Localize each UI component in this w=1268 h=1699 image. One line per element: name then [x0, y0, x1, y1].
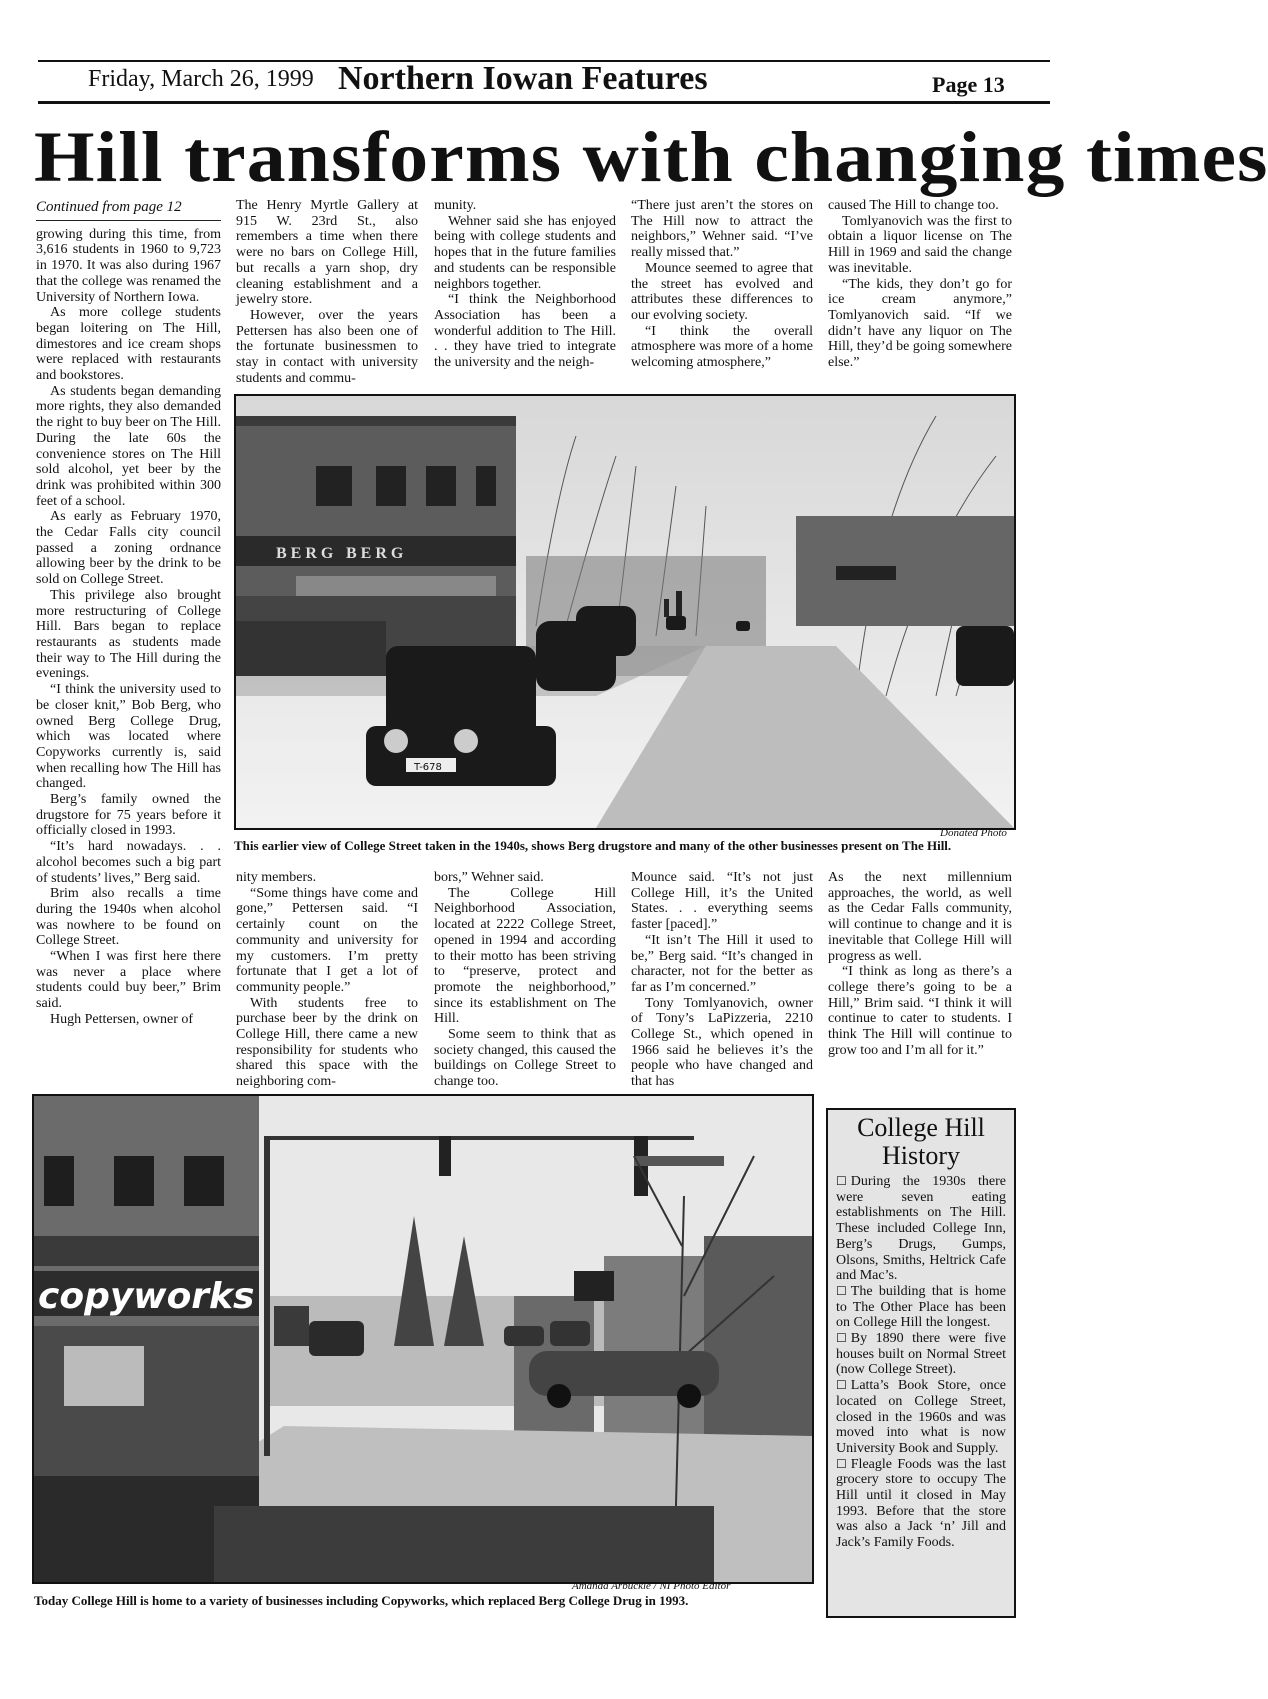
sidebar-item [836, 1378, 1006, 1457]
paragraph: As students began demanding more rights, they also demanded the right to buy beer on The Hill. During the late 60s the convenience stores on The Hill sold alcohol, yet beer by the drink was prohibited within 300 feet of a school. [36, 383, 221, 509]
paragraph: Hugh Pettersen, owner of [50, 1011, 194, 1027]
masthead-bottom-rule [38, 101, 1050, 104]
paragraph: This privilege also brought more restructuring of College Hill. Bars began to replace restaurants as students made their way to The Hill during the evenings. [36, 587, 221, 682]
paragraph: Berg’s family owned the drugstore for 75 years before it officially closed in 1993. [36, 792, 221, 839]
paragraph: As early as February 1970, the Cedar Falls city council passed a zoning ordnance allowing beer by the drink to be sold on College Street. [36, 509, 221, 588]
paragraph: “I think the Neighborhood Association has been a wonderful addition to The Hill. . . they have tried to integrate the university and the neigh- [434, 292, 616, 371]
modern-college-hill-photo [32, 1094, 814, 1584]
photo2-caption: Today College Hill is home to a variety of businesses including Copyworks, which replaced Berg College Drug in 1993. [34, 1593, 689, 1608]
paragraph: As more college students began loitering on The Hill, dimestores and ice cream shops were replaced with restaurants and bookstores. [36, 305, 221, 384]
paragraph: Tony Tomlyanovich, owner of Tony’s LaPizzeria, 2210 College St., which opened in 1966 said he believes it’s the people who have changed and that has [631, 995, 813, 1090]
paragraph: caused The Hill to change too. [828, 198, 999, 213]
license-plate: T-678 [414, 762, 442, 773]
checkbox-bullet-icon: ☐ [836, 1174, 847, 1188]
paragraph: Some seem to think that as society changed, this caused the buildings on College Street to change too. [434, 1027, 616, 1090]
checkbox-bullet-icon: ☐ [836, 1331, 847, 1346]
paragraph: growing during this time, from 3,616 students in 1960 to 9,723 in 1970. It was also during 1967 that the college was renamed the University of Northern Iowa. [36, 226, 221, 305]
article-column-1 [36, 200, 221, 1085]
paragraph: “When I was first here there was never a place where students could buy beer,” Brim said. [36, 949, 221, 1012]
photo1-caption: This earlier view of College Street taken in the 1940s, shows Berg drugstore and many of the other businesses present on The Hill. [234, 838, 952, 853]
paragraph: “The kids, they don’t go for ice cream anymore,” Tomlyanovich said. “If we didn’t have any liquor on The Hill, they’d be going somewhere else.” [828, 276, 1012, 371]
sidebar-item-text: The building that is home to The Other Place has been on College Hill the longest. [836, 1283, 1006, 1331]
sidebar-item [836, 1457, 1006, 1551]
paragraph: With students free to purchase beer by the drink on College Hill, there came a new responsibility for students who shared this space with the neighboring com- [236, 995, 418, 1090]
article-headline: Hill transforms with changing times [34, 117, 1268, 197]
article-column-4-top [631, 198, 813, 383]
college-hill-history-box [826, 1108, 1016, 1618]
article-column-5-bottom [828, 870, 1012, 1088]
paragraph: “I think as long as there’s a college there’s going to be a Hill,” Brim said. “I think it will continue to cater to students. I think The Hill will continue to grow too and I’m all for it.” [828, 964, 1012, 1058]
sidebar-title: College Hill History [857, 1113, 985, 1170]
copyworks-sign: copyworks [38, 1276, 255, 1317]
paragraph: Mounce seemed to agree that the street has evolved and attributes these differences to our evolving society. [631, 260, 813, 323]
paragraph: “I think the university used to be closer knit,” Bob Berg, who owned Berg College Drug, which was located where Copyworks currently is, said when recalling how The Hill has changed. [36, 682, 221, 792]
paragraph: As the next millennium approaches, the world, as well as the Cedar Falls community, will continue to change and it is inevitable that College Hill will progress as well. [828, 870, 1012, 964]
sidebar-item [836, 1174, 1006, 1284]
paragraph: nity members. [236, 870, 317, 885]
section-title: Northern Iowan Features [338, 60, 708, 97]
photo2-credit: Amanda Arbuckle / NI Photo Editor [572, 1580, 731, 1592]
paragraph: However, over the years Pettersen has also been one of the fortunate businessmen to stay in contact with university students and commu- [236, 307, 418, 386]
photo1-credit: Donated Photo [940, 827, 1007, 839]
article-column-3-bottom [434, 870, 616, 1088]
article-column-3-top [434, 198, 616, 383]
checkbox-bullet-icon: ☐ [836, 1378, 847, 1393]
paragraph: bors,” Wehner said. [434, 870, 544, 885]
page-number: Page 13 [932, 72, 1005, 97]
historic-college-street-photo [234, 394, 1016, 830]
sidebar-item-text: During the 1930s there were seven eating establishments on The Hill. These included College Inn, Berg’s Drugs, Gumps, Olsons, Smiths, Heltrick Cafe and Mac’s. [836, 1174, 1006, 1284]
paragraph: “Some things have come and gone,” Pettersen said. “I certainly count on the community and university for my customers. I’m pretty fortunate that I get a lot of community people.” [236, 885, 418, 995]
issue-date: Friday, March 26, 1999 [88, 66, 314, 92]
berg-sign-right: BERG [346, 545, 408, 562]
paragraph: “There just aren’t the stores on The Hill now to attract the neighbors,” Wehner said. “I’ve really missed that.” [631, 198, 813, 261]
paragraph: The Henry Myrtle Gallery at 915 W. 23rd St., also remembers a time when there were no bars on College Hill, but recalls a yarn shop, dry cleaning establishment and a jewelry store. [236, 198, 418, 308]
paragraph: “I think the overall atmosphere was more of a home welcoming atmosphere,” [631, 323, 813, 371]
paragraph: The College Hill Neighborhood Association, located at 2222 College Street, opened in 1994 and according to their motto has been striving to “preserve, protect and promote the neighborhood,” since its establishment on The Hill. [434, 885, 616, 1027]
paragraph: Brim also recalls a time during the 1940s when alcohol was nowhere to be found on College Street. [36, 886, 221, 949]
paragraph: Tomlyanovich was the first to obtain a liquor license on The Hill in 1969 and said the change was inevitable. [828, 213, 1012, 276]
paragraph: “It’s hard nowadays. . . alcohol becomes such a big part of students’ lives,” Berg said. [36, 839, 221, 886]
sidebar-item-text: Latta’s Book Store, once located on College Street, closed in the 1960s and was moved into what is now University Book and Supply. [836, 1378, 1006, 1456]
sidebar-item-text: Fleagle Foods was the last grocery store to occupy The Hill until it closed in May 1993. Before that the store was also a Jack ‘n’ Jill and Jack’s Family Foods. [836, 1456, 1006, 1551]
sidebar-list [828, 1174, 1014, 1551]
paragraph: Wehner said she has enjoyed being with college students and hopes that in the future families and students can be responsible neighbors together. [434, 213, 616, 292]
sidebar-item-text: By 1890 there were five houses built on Normal Street (now College Street). [836, 1331, 1006, 1378]
article-column-2-bottom [236, 870, 418, 1088]
checkbox-bullet-icon: ☐ [836, 1283, 847, 1298]
article-column-5-top [828, 198, 1012, 383]
paragraph: “It isn’t The Hill it used to be,” Berg said. “It’s changed in character, not for the better as far as I’m concerned.” [631, 932, 813, 995]
sidebar-item [836, 1284, 1006, 1331]
paragraph: Mounce said. “It’s not just College Hill, it’s the United States. . . everything seems faster [paced].” [631, 870, 813, 933]
sidebar-item [836, 1331, 1006, 1378]
article-column-2-top [236, 198, 418, 386]
paragraph: munity. [434, 198, 477, 213]
continued-from-label: Continued from page 12 [36, 200, 221, 221]
checkbox-bullet-icon: ☐ [836, 1456, 847, 1471]
article-column-4-bottom [631, 870, 813, 1088]
berg-sign-left: BERG [276, 545, 338, 562]
